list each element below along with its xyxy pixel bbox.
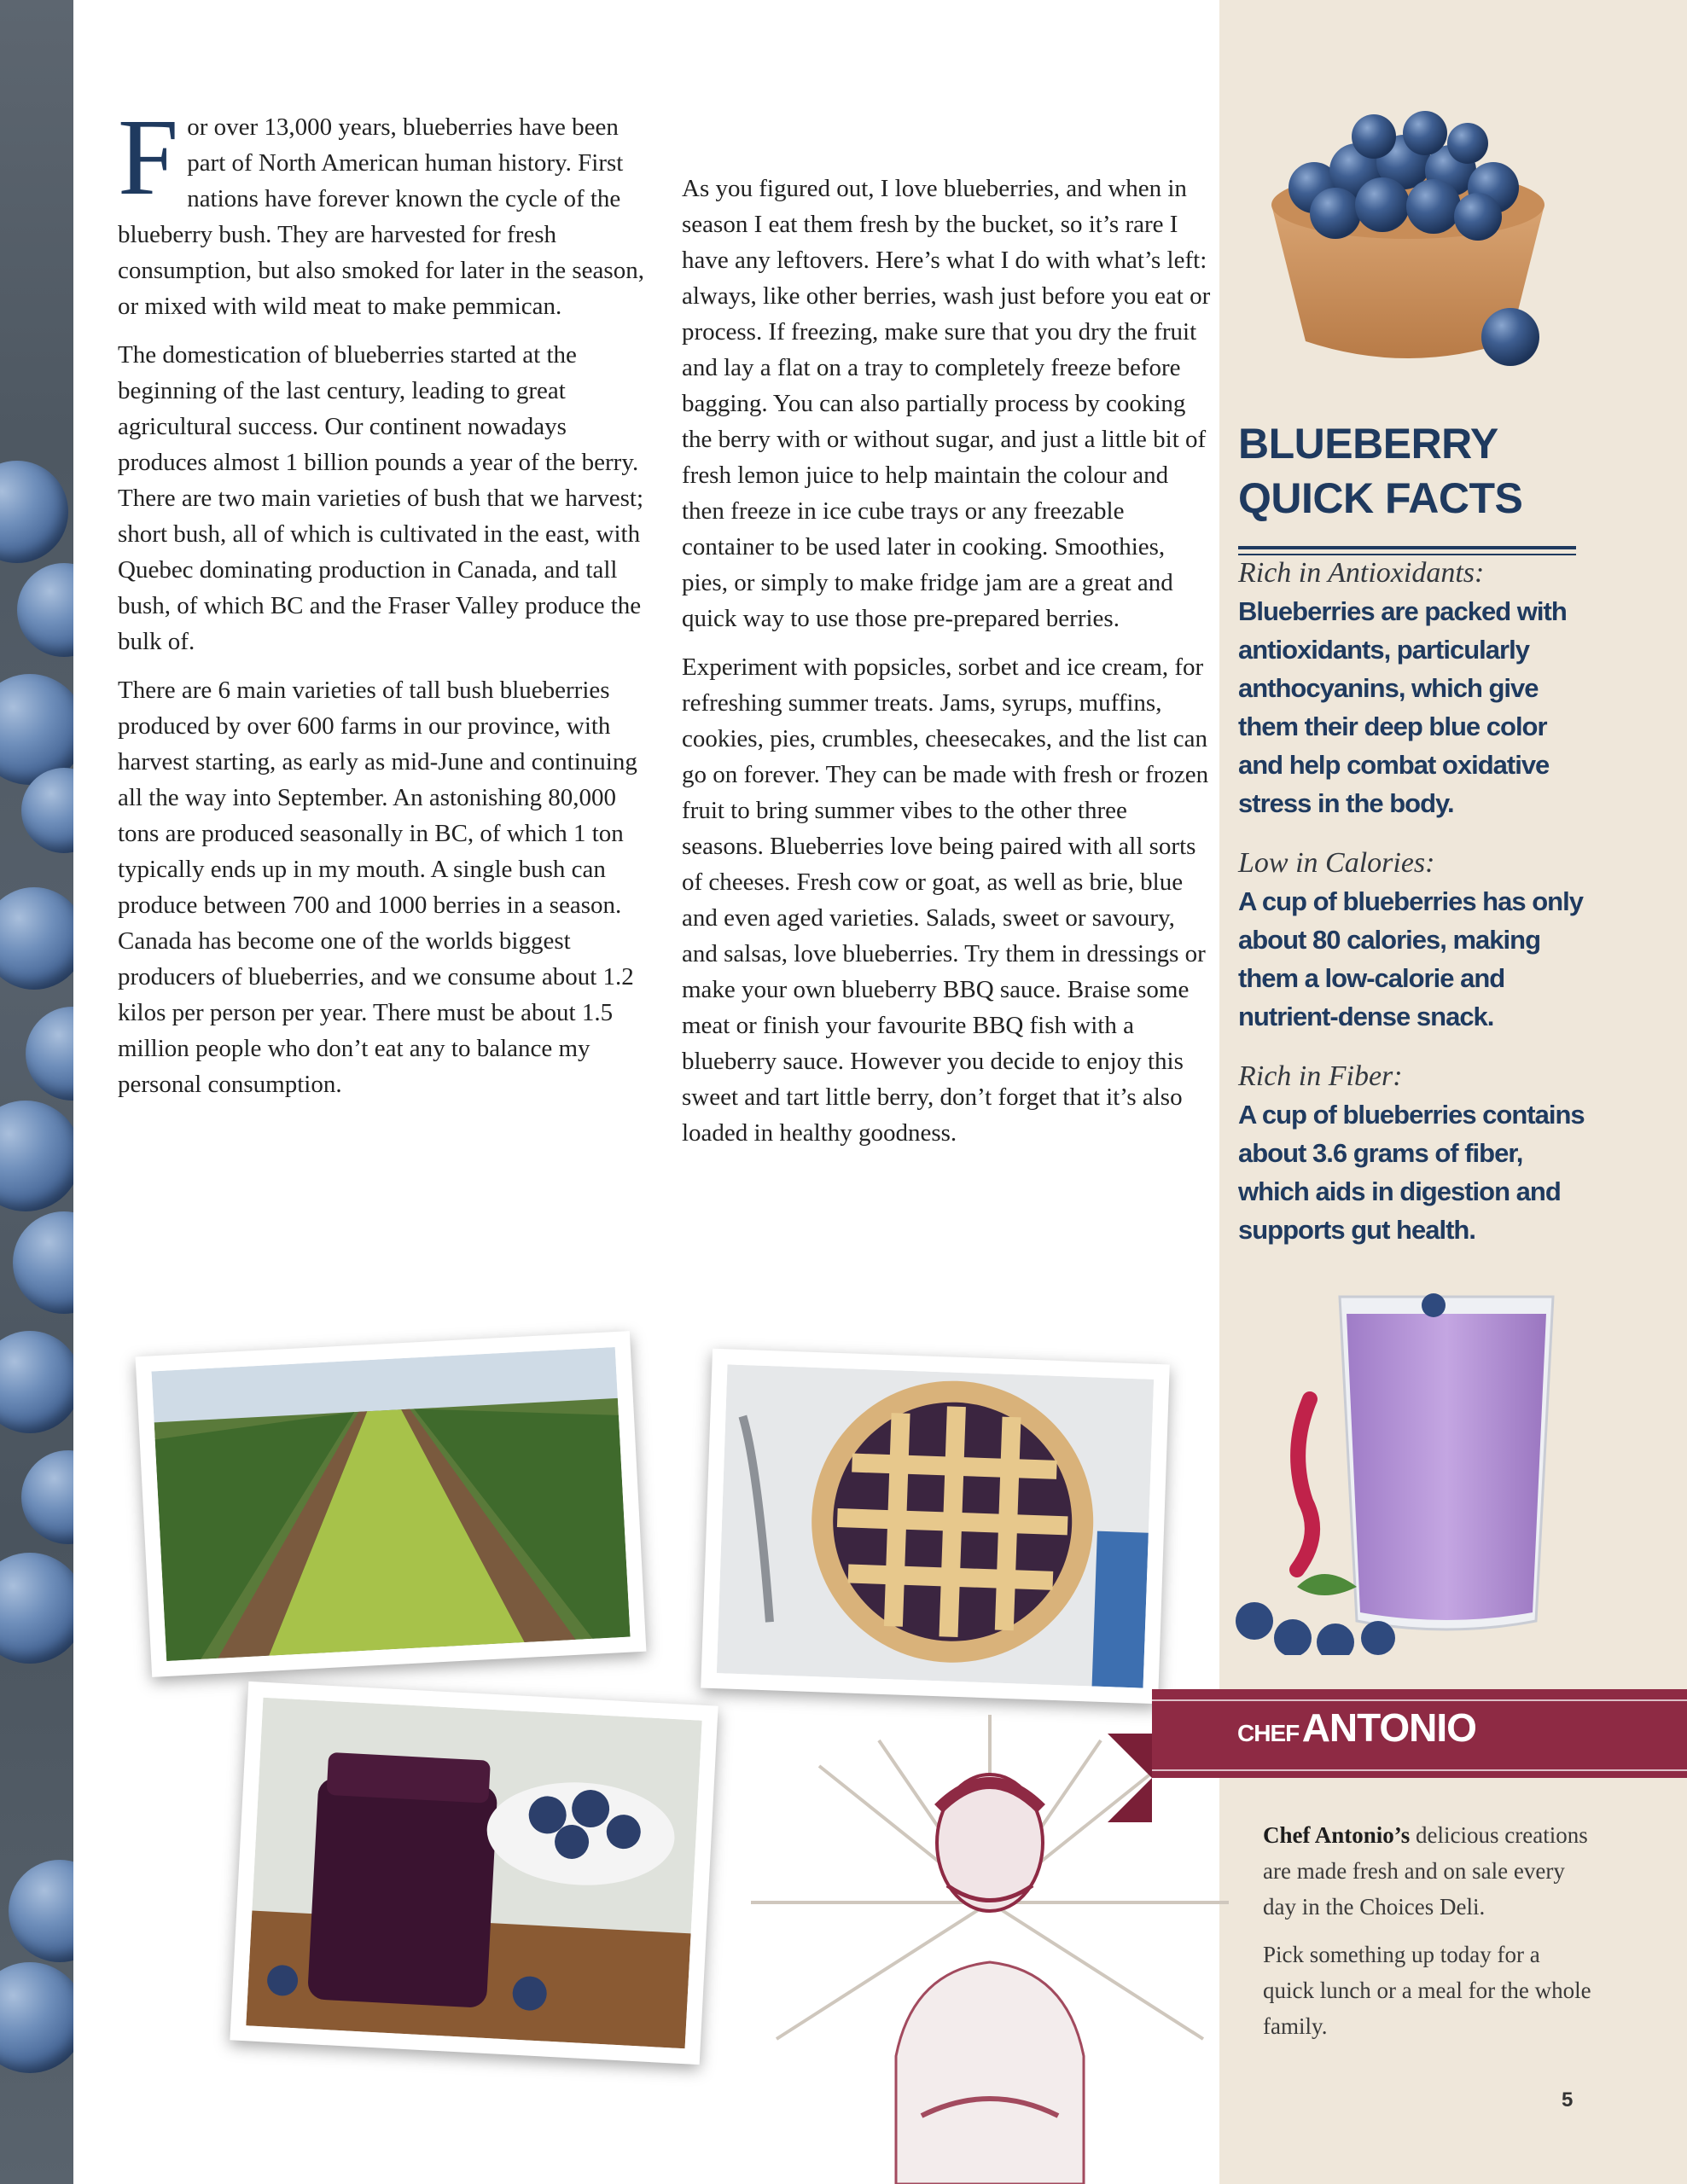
chef-ribbon-label: CHEF ANTONIO (1237, 1705, 1476, 1750)
article-column-one (118, 96, 649, 1115)
chef-antonio-illustration (751, 1715, 1229, 2184)
intro-paragraph: For over 13,000 years, blueberries have been part of North American human history. First nations have forever known the cycle of the blueberry bush. They are harvested for fresh consumption, but also smoked for later in the season, or mixed with wild meat to make pemmican. (118, 96, 644, 320)
blueberry-jam-photo (230, 1682, 718, 2065)
domestication-paragraph: The domestication of blueberries started at the beginning of the last century, leading to great agricultural success. Our continent nowadays produces almost 1 billion pounds a year of the berry. There are two main varieties of bush that we harvest; short bush, all of which is cultivated in the east, with Quebec dominating production in Canada, and tall bush, of which BC and the Fraser Valley produce the bulk of. (118, 341, 644, 655)
leftovers-paragraph: As you figured out, I love blueberries, and when in season I eat them fresh by the bucket, so it’s rare I have any leftovers. Here’s what I do with what’s left: always, like other berries, wash just before you eat or process. If freezing, make sure that you dry the fruit and lay a flat on a tray to completely freeze before bagging. You can also partially process by cooking the berry with or without sugar, and just a little bit of fresh lemon juice to help maintain the colour and then freeze in ice cube trays or any freezable container to be used later in cooking. Smoothies, pies, or simply to make fridge jam are a great and quick way to use those pre-prepared berries. (682, 175, 1211, 632)
chef-blurb-paragraph-one: Chef Antonio’s delicious creations are made fresh and on sale every day in the Choices Deli. (1263, 1822, 1588, 1920)
quick-facts-list (1238, 555, 1597, 1271)
fact-antioxidants: Rich in Antioxidants: Blueberries are packed with antioxidants, particularly anthocyanins, which give them their deep blue color and help combat oxidative stress in the body. (1238, 557, 1567, 818)
smoothie-glass-image (1229, 1280, 1587, 1655)
drop-cap: F (118, 96, 179, 218)
blueberry-background-strip (0, 0, 73, 2184)
page-number: 5 (1562, 2088, 1574, 2111)
chef-blurb-paragraph-two: Pick something up today for a quick lunch or a meal for the whole family. (1263, 1942, 1591, 2039)
blueberry-field-photo (136, 1331, 647, 1677)
chef-antonio-ribbon (1152, 1689, 1687, 1778)
chef-antonio-blurb (1263, 1817, 1596, 2056)
quick-facts-title: BLUEBERRY QUICK FACTS (1238, 420, 1523, 522)
blueberry-bowl-image (1254, 111, 1562, 384)
article-column-two (682, 171, 1211, 1164)
fact-fiber: Rich in Fiber: A cup of blueberries contains about 3.6 grams of fiber, which aids in digestion and supports gut health. (1238, 1060, 1585, 1245)
fact-calories: Low in Calories: A cup of blueberries has only about 80 calories, making them a low-calorie and nutrient-dense snack. (1238, 847, 1583, 1031)
varieties-paragraph: There are 6 main varieties of tall bush blueberries produced by over 600 farms in our province, with harvest starting, as early as mid-June and continuing all the way into September. An astonishing 80,000 tons are produced seasonally in BC, of which 1 ton typically ends up in my mouth. A single bush can produce between 700 and 1000 berries in a season. Canada has become one of the worlds biggest producers of blueberries, and we consume about 1.2 kilos per person per year. There must be about 1.5 million people who don’t eat any to balance my personal consumption. (118, 677, 637, 1098)
blueberry-pie-photo (701, 1349, 1170, 1704)
uses-paragraph: Experiment with popsicles, sorbet and ice cream, for refreshing summer treats. Jams, syrups, muffins, cookies, pies, crumbles, cheesecakes, and the list can go on forever. They can be made with fresh or frozen fruit to bring summer vibes to the other three seasons. Blueberries love being paired with all sorts of cheeses. Fresh cow or goat, as well as brie, blue and even aged varieties. Salads, sweet or savoury, and salsas, love blueberries. Try them in dressings or make your own blueberry BBQ sauce. Braise some meat or finish your favourite BBQ fish with a blueberry sauce. However you decide to enjoy this sweet and tart little berry, don’t forget that it’s also loaded in healthy goodness. (682, 653, 1209, 1147)
